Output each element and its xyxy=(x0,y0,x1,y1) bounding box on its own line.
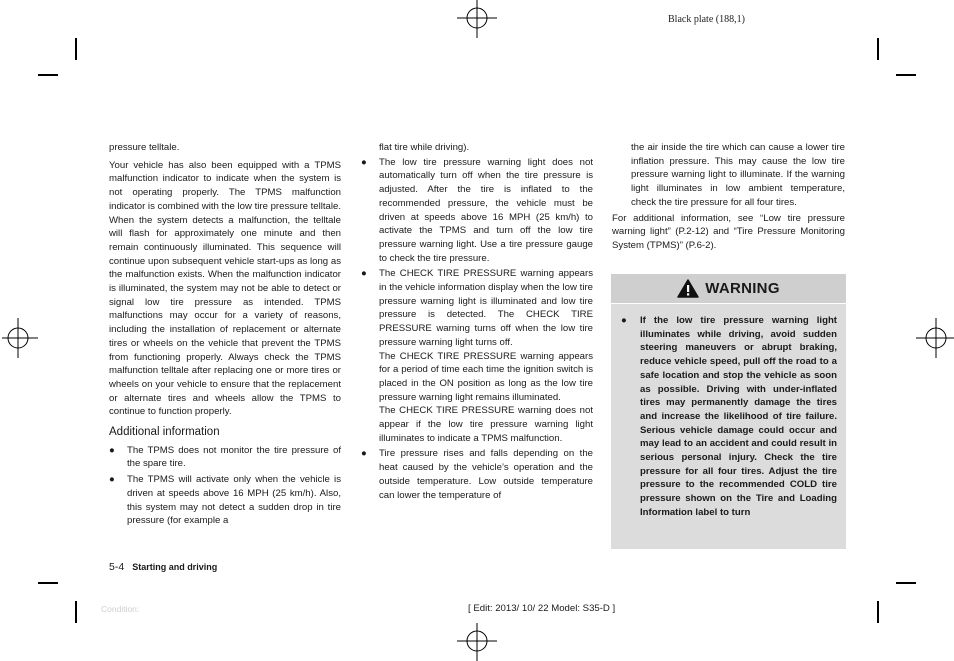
registration-mark-left-icon xyxy=(0,318,40,358)
column2-continuation: flat tire while driving). xyxy=(379,142,470,153)
bullet-icon: ● xyxy=(361,156,367,168)
plate-label: Black plate (188,1) xyxy=(668,14,745,25)
registration-mark-bottom-icon xyxy=(457,621,497,661)
warning-triangle-icon xyxy=(677,279,699,298)
page-number: 5-4 xyxy=(109,561,125,573)
list-item xyxy=(361,447,593,502)
list-item-text: The low tire pressure warning light does not automatically turn off when the tire pressure is adjusted. After the tire is inflated to the recommended pressure, the vehicle must be driven at speeds above 16 MPH (25 km/h) to activate the TPMS and turn off the low tire pressure warning light. Use a tire pressure gauge to check the tire pressure. xyxy=(379,156,593,264)
registration-mark-right-icon xyxy=(914,318,954,358)
edit-info: [ Edit: 2013/ 10/ 22 Model: S35-D ] xyxy=(468,603,616,614)
bullet-icon: ● xyxy=(361,268,367,280)
condition-label: Condition: xyxy=(101,604,140,614)
warning-box xyxy=(611,274,846,549)
list-item-text: The CHECK TIRE PRESSURE warning appears in the vehicle information display when the low tire pressure warning light is illuminated and low tire pressure is detected. The CHECK TIRE PRESSURE warning turns off when the low tire pressure warning light turns off. xyxy=(379,268,593,348)
bullet-icon: ● xyxy=(109,444,115,456)
bullet-icon: ● xyxy=(621,315,627,326)
column-3 xyxy=(612,141,845,253)
page-footer xyxy=(109,561,217,573)
bullet-icon: ● xyxy=(109,474,115,486)
section-title: Starting and driving xyxy=(132,562,218,572)
list-item-text: The CHECK TIRE PRESSURE warning does not appear if the low tire pressure warning light illuminates to indicate a TPMS malfunction. xyxy=(379,405,593,444)
list-item-text: The TPMS does not monitor the tire pressure of the spare tire. xyxy=(127,444,341,470)
column-2 xyxy=(361,141,593,502)
warning-title: WARNING xyxy=(705,280,780,297)
list-item-text: The CHECK TIRE PRESSURE warning appears for a period of time each time the ignition switch is placed in the ON position as long as the low tire pressure warning light remains illuminated. xyxy=(379,350,593,403)
column1-first-line: pressure telltale. xyxy=(109,142,180,153)
warning-text: If the low tire pressure warning light illuminates while driving, avoid sudden steering maneuvers or abrupt braking, reduce vehicle speed, pull off the road to a safe location and stop the vehicle as soon as possible. Driving with under-inflated tires may permanently damage the tires and increase the likelihood of tire failure. Serious vehicle damage could occur and may lead to an accident and could result in serious personal injury. Check the tire pressure for all four tires. Adjust the tire pressure to the recommended COLD tire pressure shown on the Tire and Loading Information label to turn xyxy=(640,315,837,518)
list-item xyxy=(109,473,341,528)
list-item-text: The TPMS will activate only when the vehicle is driven at speeds above 16 MPH (25 km/h). Also, this system may not detect a sudden drop in tire pressure (for example a xyxy=(127,474,341,527)
list-item xyxy=(361,267,593,445)
warning-body xyxy=(611,304,846,520)
list-item xyxy=(109,444,341,471)
list-item xyxy=(361,156,593,266)
column-1 xyxy=(109,141,341,528)
additional-information-heading: Additional information xyxy=(109,426,220,439)
warning-header xyxy=(611,274,846,304)
reference-paragraph: For additional information, see “Low tire pressure warning light” (P.2-12) and “Tire Pressure Monitoring System (TPMS)” (P.6-2). xyxy=(612,212,845,251)
registration-mark-top-icon xyxy=(457,0,497,40)
bullet-icon: ● xyxy=(361,448,367,460)
column3-continuation: the air inside the tire which can cause a lower tire inflation pressure. This may cause the low tire pressure warning light to illuminate. If the warning light illuminates in low ambient temperature, check the tire pressure for all four tires. xyxy=(631,142,845,208)
tpms-malfunction-paragraph: Your vehicle has also been equipped with a TPMS malfunction indicator to indicate when the system is not operating properly. The TPMS malfunction indicator is combined with the low tire pressure telltale. When the system detects a malfunction, the telltale will flash for approximately one minute and then remain continuously illuminated. This sequence will continue upon subsequent vehicle start-ups as long as the malfunction exists. When the malfunction indicator is illuminated, the system may not be able to detect or signal low tire pressure as intended. TPMS malfunctions may occur for a variety of reasons, including the installation of replacement or alternate tires or wheels on the vehicle that prevent the TPMS from functioning properly. Always check the TPMS malfunction telltale after replacing one or more tires or wheels on your vehicle to ensure that the replacement or alternate tires and wheels allow the TPMS to continue to function properly. xyxy=(109,159,341,418)
list-item-text: Tire pressure rises and falls depending on the heat caused by the vehicle’s operation and the outside temperature. Low outside temperature can lower the temperature of xyxy=(379,448,593,501)
